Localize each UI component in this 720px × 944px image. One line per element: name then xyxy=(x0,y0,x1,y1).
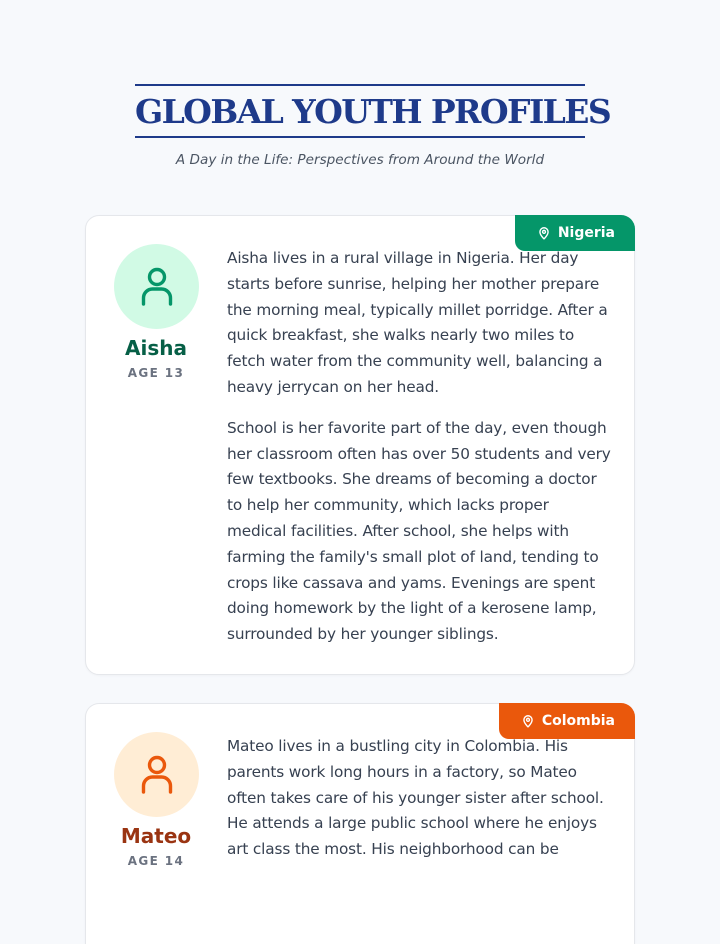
user-icon xyxy=(140,755,174,795)
avatar xyxy=(114,732,199,817)
story-paragraph: Aisha lives in a rural village in Nigeria. Her day starts before sunrise, helping her mother prepare the morning meal, typically millet porridge. After a quick breakfast, she walks nearly two miles to fetch water from the community well, balancing a heavy jerrycan on her head. xyxy=(227,249,608,396)
profile-name: Mateo xyxy=(120,824,192,848)
profile-story xyxy=(227,734,612,878)
profile-age: AGE 14 xyxy=(127,854,185,868)
profile-card-mateo xyxy=(85,703,635,944)
story-paragraph: Mateo lives in a bustling city in Colombia. His parents work long hours in a factory, so Mateo often takes care of his younger sister after school. He attends a large public school where he enjoys art class the most. His neighborhood can be xyxy=(227,737,604,859)
page-subtitle: A Day in the Life: Perspectives from Around the World xyxy=(175,152,545,168)
header-bottom-rule xyxy=(135,136,585,138)
page-header xyxy=(135,84,611,138)
user-icon xyxy=(140,267,174,307)
story-paragraph: School is her favorite part of the day, even though her classroom often has over 50 students and very few textbooks. She dreams of becoming a doctor to help her community, which lacks proper medical facilities. After school, she helps with farming the family's small plot of land, tending to crops like cassava and yams. Evenings are spent doing homework by the light of a kerosene lamp, surrounded by her younger siblings. xyxy=(227,418,611,644)
country-label: Colombia xyxy=(541,713,615,729)
location-pin-icon xyxy=(537,226,551,240)
location-pin-icon xyxy=(521,714,535,728)
profile-name: Aisha xyxy=(125,336,187,360)
profile-story xyxy=(227,246,612,663)
country-label: Nigeria xyxy=(557,225,615,241)
profile-age: AGE 13 xyxy=(127,366,185,380)
profile-card-aisha xyxy=(85,215,635,675)
page-title: GLOBAL YOUTH PROFILES xyxy=(135,92,611,131)
avatar xyxy=(114,244,199,329)
